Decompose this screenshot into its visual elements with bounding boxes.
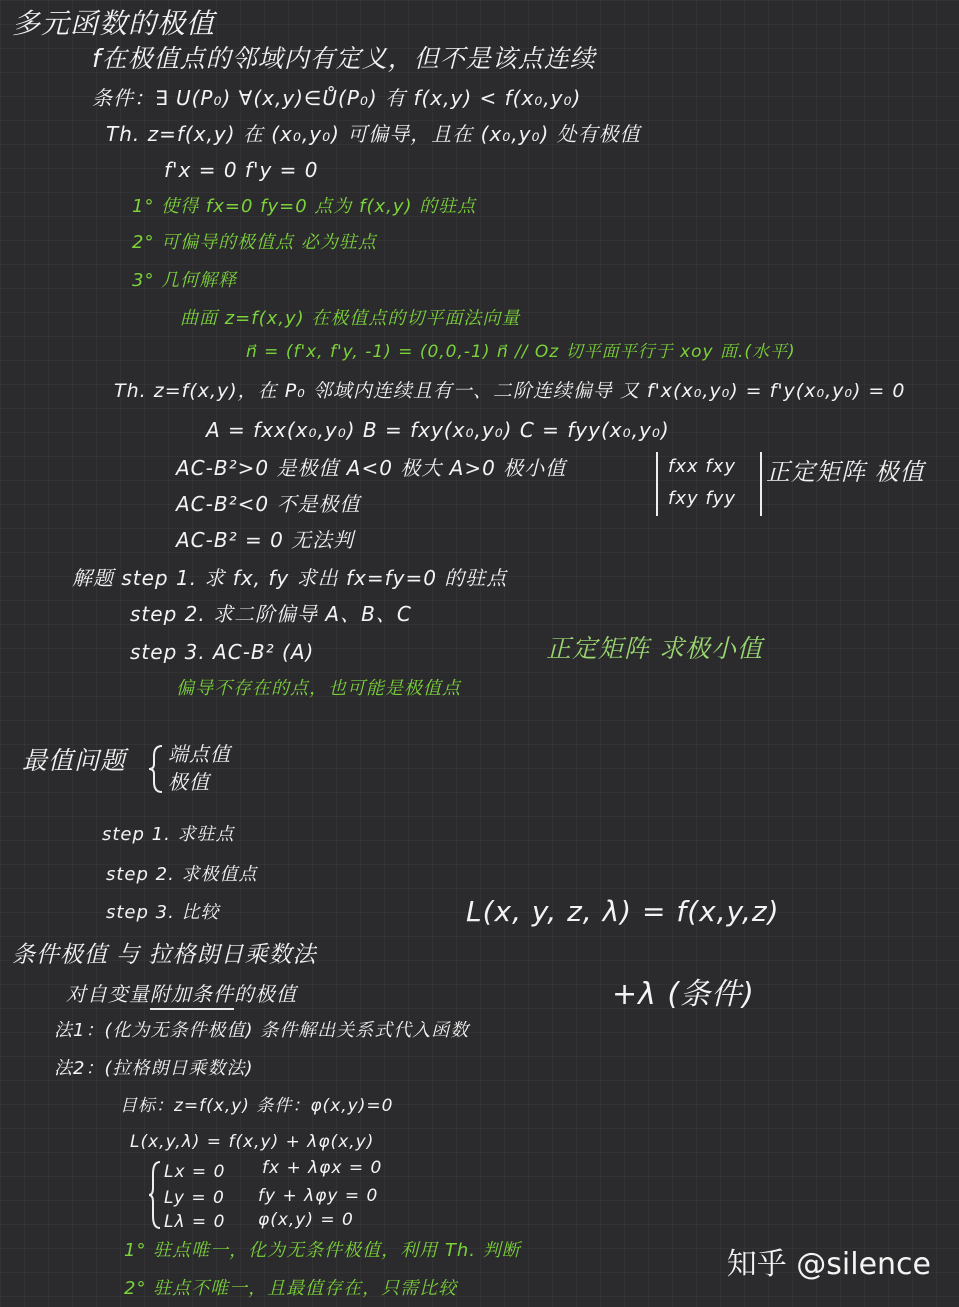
solve-step-3: step 3. AC-B² (A) <box>130 640 315 664</box>
note-1-stationary: 1° 使得 fx=0 fy=0 点为 f(x,y) 的驻点 <box>132 196 477 217</box>
system-llambda: Lλ = 0 <box>164 1212 226 1232</box>
maxmin-step-2: step 2. 求极值点 <box>106 864 258 885</box>
watermark: 知乎 @silence <box>726 1247 931 1282</box>
system-brace-icon <box>148 1160 162 1230</box>
equation-1: fx + λφx = 0 <box>262 1158 383 1178</box>
hessian-matrix <box>656 452 762 516</box>
conditional-extremum-heading: 条件极值 与 拉格朗日乘数法 <box>12 942 317 968</box>
equation-2: fy + λφy = 0 <box>258 1186 379 1206</box>
maxmin-step-3: step 3. 比较 <box>106 902 220 923</box>
abc-definition: A = fxx(x₀,y₀) B = fxy(x₀,y₀) C = fyy(x₀,y₀) <box>206 418 670 442</box>
theorem-2-line: Th. z=f(x,y)，在 P₀ 邻域内连续且有一、二阶连续偏导 又 f'x(x₀,y₀) = f'y(x₀,y₀) = 0 <box>114 380 906 402</box>
method-1: 法1：(化为无条件极值) 条件解出关系式代入函数 <box>54 1020 470 1041</box>
note-3-geometry: 3° 几何解释 <box>132 270 238 291</box>
condition-line: 条件：∃ U(P₀) ∀(x,y)∈Ů(P₀) 有 f(x,y) < f(x₀,y₀) <box>92 86 582 110</box>
partial-zero-line: f'x = 0 f'y = 0 <box>164 158 319 182</box>
conclusion-2: 2° 驻点不唯一，且最值存在，只需比较 <box>124 1278 458 1299</box>
endpoint-value: 端点值 <box>168 742 231 766</box>
system-lx: Lx = 0 <box>164 1162 226 1182</box>
tangent-plane-line: 曲面 z=f(x,y) 在极值点的切平面法向量 <box>180 308 521 329</box>
nondifferentiable-note: 偏导不存在的点，也可能是极值点 <box>176 678 461 699</box>
max-min-heading: 最值问题 <box>22 746 127 775</box>
normal-vector-line: n⃗ = (f'x, f'y, -1) = (0,0,-1) n⃗ // Oz 切平面平行于 xoy 面.(水平) <box>246 342 796 362</box>
extremum-value: 极值 <box>168 770 210 794</box>
objective-condition: 目标：z=f(x,y) 条件：φ(x,y)=0 <box>120 1096 394 1116</box>
conditional-definition <box>66 984 297 1004</box>
matrix-row-2: fxy fyy <box>668 488 737 509</box>
system-ly: Ly = 0 <box>164 1188 225 1208</box>
brace-icon <box>148 744 166 794</box>
handwritten-lagrangian: L(x, y, z, λ) = f(x,y,z) <box>466 895 780 928</box>
lagrangian: L(x,y,λ) = f(x,y) + λφ(x,y) <box>130 1132 375 1152</box>
solve-step-2: step 2. 求二阶偏导 A、B、C <box>130 602 412 626</box>
equation-3: φ(x,y) = 0 <box>258 1210 354 1230</box>
case-positive: AC-B²>0 是极值 A<0 极大 A>0 极小值 <box>176 456 567 480</box>
positive-definite-note: 正定矩阵 求极小值 <box>546 634 763 663</box>
conclusion-1: 1° 驻点唯一，化为无条件极值，利用 Th. 判断 <box>124 1240 521 1261</box>
case-negative: AC-B²<0 不是极值 <box>176 492 361 516</box>
case-zero: AC-B² = 0 无法判 <box>176 528 355 552</box>
definition-line: f在极值点的邻域内有定义，但不是该点连续 <box>92 44 596 73</box>
definition-part-1: 对自变量 <box>66 982 150 1006</box>
solve-step-1: 解题 step 1. 求 fx, fy 求出 fx=fy=0 的驻点 <box>72 566 508 590</box>
method-2: 法2：(拉格朗日乘数法) <box>54 1058 254 1079</box>
handwritten-condition: +λ (条件) <box>612 977 755 1012</box>
maxmin-step-1: step 1. 求驻点 <box>102 824 235 845</box>
definition-underlined: 附加条件 <box>150 982 234 1010</box>
theorem-1-line: Th. z=f(x,y) 在 (x₀,y₀) 可偏导，且在 (x₀,y₀) 处有极值 <box>106 122 641 146</box>
definition-part-3: 的极值 <box>234 982 297 1006</box>
note-2-extremum: 2° 可偏导的极值点 必为驻点 <box>132 232 377 253</box>
title: 多元函数的极值 <box>12 7 216 40</box>
matrix-row-1: fxx fxy <box>668 456 737 477</box>
matrix-note: 正定矩阵 极值 <box>766 458 925 486</box>
